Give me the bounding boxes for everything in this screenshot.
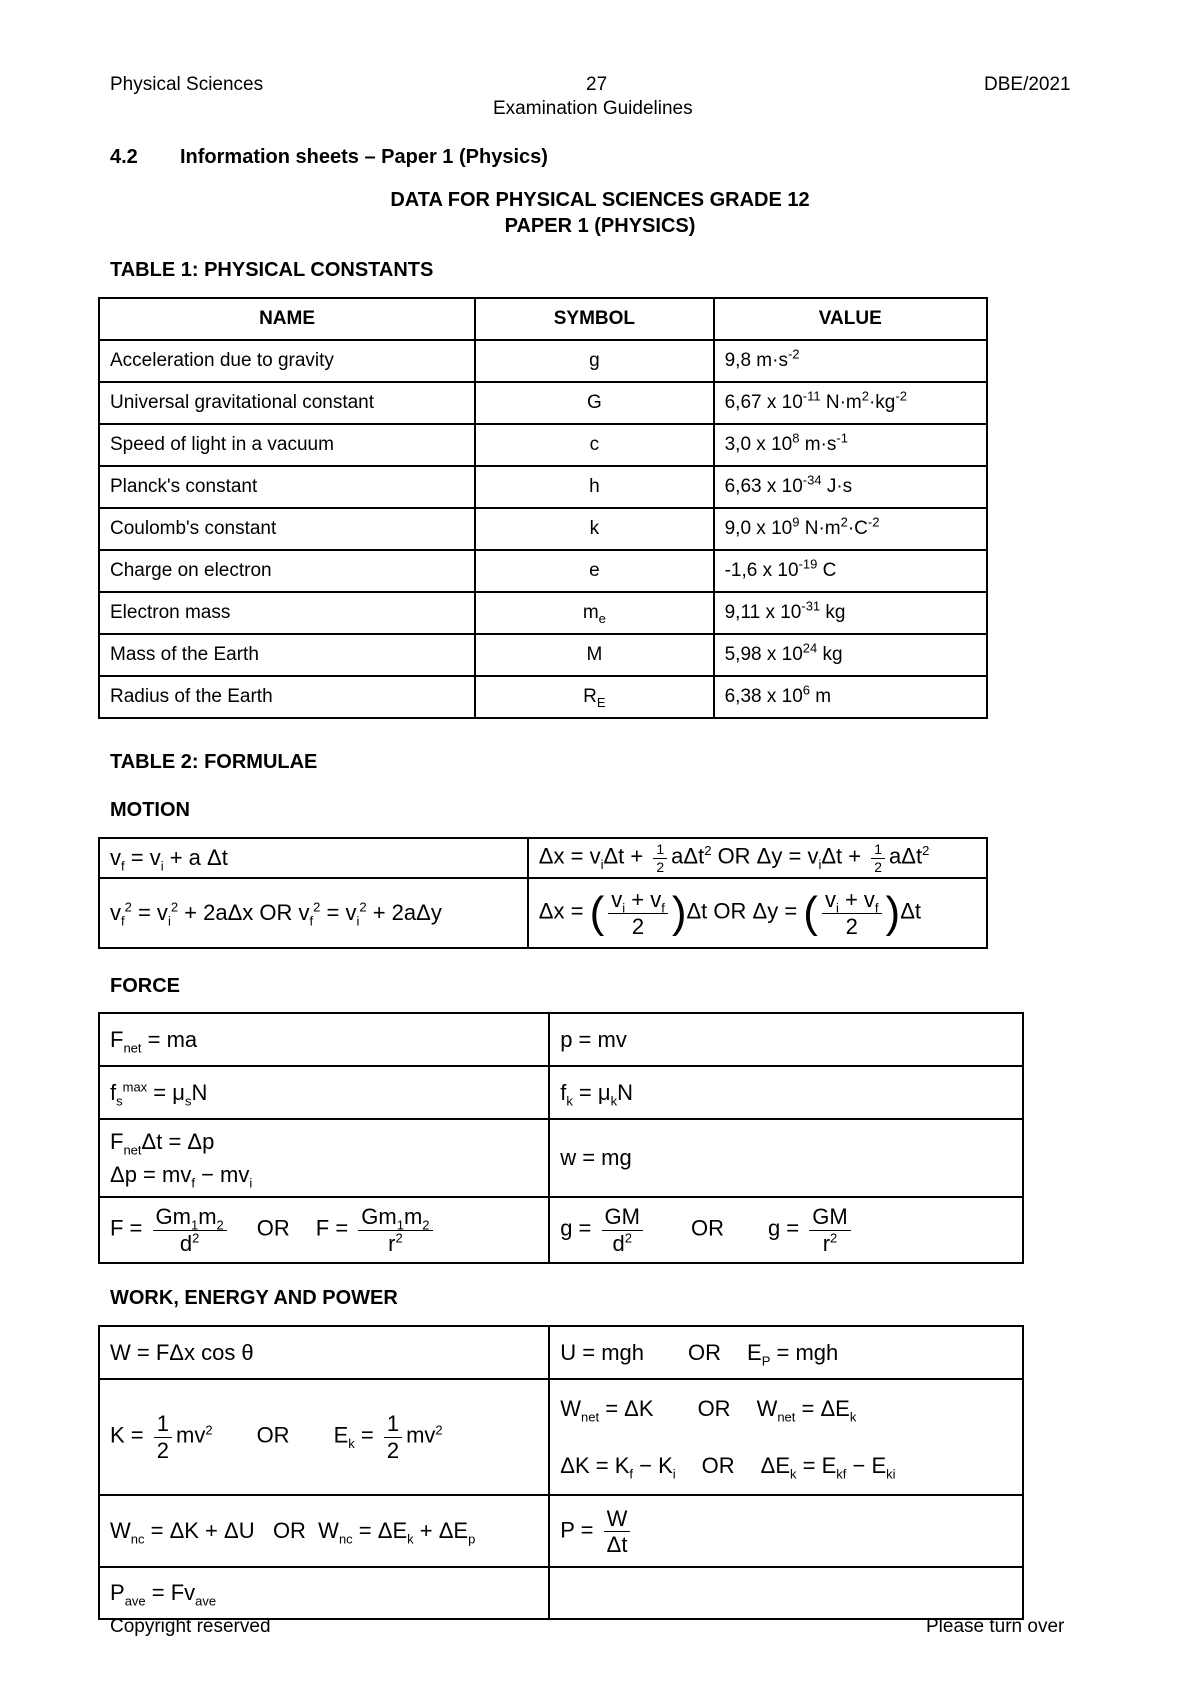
constants-table	[98, 297, 988, 719]
constant-name: Mass of the Earth	[99, 634, 475, 676]
page-number: 27	[586, 74, 608, 95]
table-row	[99, 878, 987, 948]
doc-title-line1: DATA FOR PHYSICAL SCIENCES GRADE 12	[390, 189, 810, 211]
formula-kinetic-friction: $f_k = \mu_kN$	[549, 1066, 1023, 1119]
force-title: FORCE	[110, 975, 180, 997]
constant-value: 6,63 x $10^{-34}$ J·s	[714, 466, 987, 508]
header-subject: Physical Sciences	[110, 74, 264, 95]
formula-power: P = $\frac{W}{\Delta t}$	[549, 1495, 1023, 1567]
constant-symbol: h	[475, 466, 713, 508]
table-row	[99, 340, 987, 382]
table-row	[99, 1567, 1023, 1619]
table-row	[99, 1197, 1023, 1263]
formula-gravitational-field: g = $\frac{GM}{d^2}$ OR g = $\frac{GM}{r^2}$	[549, 1197, 1023, 1263]
section-number: 4.2	[110, 146, 138, 168]
header-symbol: SYMBOL	[475, 298, 713, 340]
formula-kinetic-energy: K = $\frac{1}{2}$ $mv^2$ OR $E_k$ = $\frac{1}{2}$ $mv^2$	[99, 1379, 549, 1495]
table-row	[99, 838, 987, 878]
constant-value: -1,6 x $10^{-19}$ C	[714, 550, 987, 592]
formula-gravitation-force: F = $\frac{Gm_1m_2}{d^2}$ OR F = $\frac{Gm_1m_2}{r^2}$	[99, 1197, 549, 1263]
table-row	[99, 634, 987, 676]
constant-name: Radius of the Earth	[99, 676, 475, 718]
constant-value: 9,0 x $10^9$ $N\cdot m^2\cdot C^{-2}$	[714, 508, 987, 550]
work-table	[98, 1325, 1024, 1620]
table-row	[99, 1495, 1023, 1567]
table-row	[99, 1119, 1023, 1197]
table-row	[99, 592, 987, 634]
table-row	[99, 466, 987, 508]
constant-name: Universal gravitational constant	[99, 382, 475, 424]
table-row	[99, 1379, 1023, 1495]
motion-table	[98, 837, 988, 949]
header-subtitle: Examination Guidelines	[493, 98, 693, 119]
formula-work-energy: $W_{net} = \Delta K$ OR $W_{net} = \Delta E_k$ $\Delta K = K_f - K_i$ OR $\Delta E_k = E_{kf} - E_{ki}$	[549, 1379, 1023, 1495]
constant-value: 6,67 x $10^{-11}$ $N\cdot m^2\cdot kg^{-2}$	[714, 382, 987, 424]
constant-symbol: e	[475, 550, 713, 592]
work-title: WORK, ENERGY AND POWER	[110, 1287, 398, 1309]
constant-symbol: k	[475, 508, 713, 550]
formula-vf-squared: $v_f^2 = v_i^2 + 2a\Delta x$ OR $v_f^2 = v_i^2 + 2a\Delta y$	[99, 878, 528, 948]
constant-symbol: g	[475, 340, 713, 382]
constant-value: 5,98 x $10^{24}$ kg	[714, 634, 987, 676]
header-code: DBE/2021	[984, 74, 1071, 95]
formula-displacement-2: Δx = ( $\frac{v_i + v_f}{2}$ )Δt OR Δy = ( $\frac{v_i + v_f}{2}$ )Δt	[528, 878, 987, 948]
formula-momentum: p = mv	[549, 1013, 1023, 1066]
doc-title-line2: PAPER 1 (PHYSICS)	[504, 215, 696, 237]
header-value: VALUE	[714, 298, 987, 340]
formula-nonconservative-work: $W_{nc} = \Delta K + \Delta U$ OR $W_{nc} = \Delta E_k + \Delta E_p$	[99, 1495, 549, 1567]
table-row	[99, 1013, 1023, 1066]
formula-vf: $v_f = v_i + a$ Δt	[99, 838, 528, 878]
motion-title: MOTION	[110, 799, 190, 821]
constant-value: 3,0 x $10^8$ $m\cdot s^{-1}$	[714, 424, 987, 466]
constant-name: Acceleration due to gravity	[99, 340, 475, 382]
constant-name: Charge on electron	[99, 550, 475, 592]
table-row	[99, 1066, 1023, 1119]
table-row	[99, 676, 987, 718]
formula-average-power: $P_{ave} = Fv_{ave}$	[99, 1567, 549, 1619]
header-name: NAME	[99, 298, 475, 340]
table-row	[99, 550, 987, 592]
empty-cell	[549, 1567, 1023, 1619]
constant-symbol: $R_E$	[475, 676, 713, 718]
table-header-row	[99, 298, 987, 340]
constant-symbol: M	[475, 634, 713, 676]
constant-value: 9,8 $m\cdot s^{-2}$	[714, 340, 987, 382]
formula-fnet: $F_{net}$ = ma	[99, 1013, 549, 1066]
constant-name: Speed of light in a vacuum	[99, 424, 475, 466]
constant-symbol: G	[475, 382, 713, 424]
formula-displacement-1: $\Delta x = v_i\Delta t$ + $\frac{1}{2}$ aΔt$^2$ OR $\Delta y = v_i\Delta t$ + $\frac{1}{2}$ aΔt$^2$	[528, 838, 987, 878]
section-title: Information sheets – Paper 1 (Physics)	[180, 146, 548, 168]
formula-impulse: $F_{net}\Delta t = \Delta p$ $\Delta p = mv_f - mv_i$	[99, 1119, 549, 1197]
force-table	[98, 1012, 1024, 1264]
constant-symbol: c	[475, 424, 713, 466]
footer-turn-over: Please turn over	[926, 1616, 1065, 1637]
table2-title: TABLE 2: FORMULAE	[110, 751, 318, 773]
constant-value: 6,38 x $10^6$ m	[714, 676, 987, 718]
constant-name: Electron mass	[99, 592, 475, 634]
table1-title: TABLE 1: PHYSICAL CONSTANTS	[110, 259, 434, 281]
table-row	[99, 382, 987, 424]
constant-symbol: $m_e$	[475, 592, 713, 634]
footer-copyright: Copyright reserved	[110, 1616, 271, 1637]
constant-name: Planck's constant	[99, 466, 475, 508]
formula-static-friction: $f_s^{max} = \mu_sN$	[99, 1066, 549, 1119]
table-row	[99, 508, 987, 550]
formula-potential-energy: U = mgh OR $E_P$ = mgh	[549, 1326, 1023, 1379]
constant-value: 9,11 x $10^{-31}$ kg	[714, 592, 987, 634]
constant-name: Coulomb's constant	[99, 508, 475, 550]
formula-work: W = FΔx cos θ	[99, 1326, 549, 1379]
table-row	[99, 1326, 1023, 1379]
table-row	[99, 424, 987, 466]
formula-weight: w = mg	[549, 1119, 1023, 1197]
